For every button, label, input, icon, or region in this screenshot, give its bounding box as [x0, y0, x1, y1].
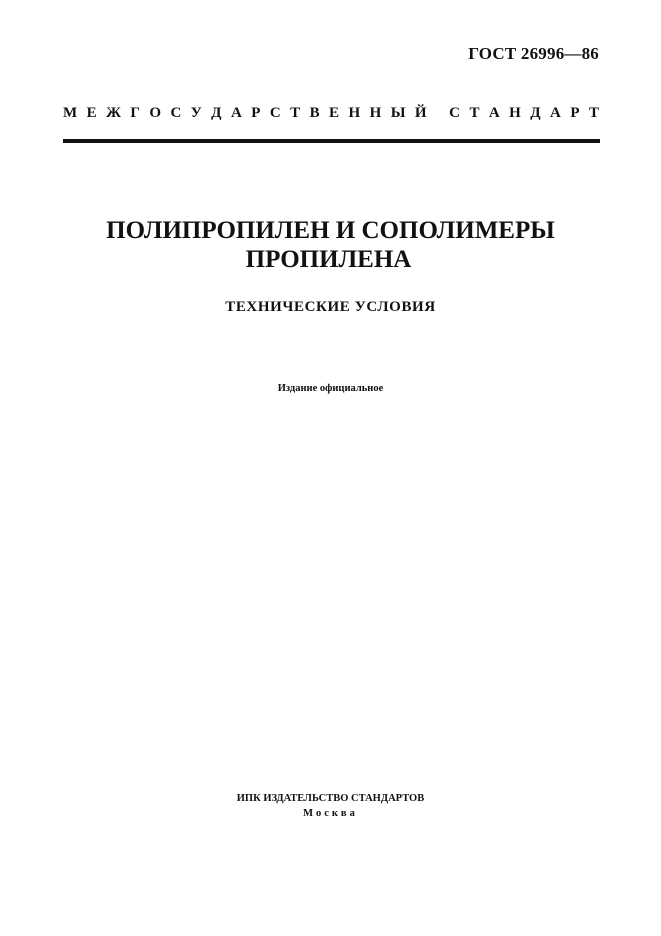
heading-letter: С [449, 105, 460, 121]
heading-letter: Т [290, 105, 301, 121]
heading-letter: А [550, 105, 561, 121]
standard-type-heading [63, 104, 599, 122]
heading-letter: Р [570, 105, 580, 121]
heading-letter: Т [588, 105, 599, 121]
heading-letter: Ы [390, 105, 406, 121]
heading-letter: Й [414, 105, 427, 121]
heading-letter: Д [211, 105, 222, 121]
heading-letter: М [63, 105, 78, 121]
heading-letter: Ж [106, 105, 121, 121]
header-rule [63, 139, 600, 143]
heading-letter: А [230, 105, 242, 121]
heading-letter: Н [369, 105, 382, 121]
heading-letter: У [190, 105, 202, 121]
document-number: ГОСТ 26996—86 [468, 44, 599, 63]
heading-letter: Д [530, 105, 541, 121]
publisher-name: ИПК ИЗДАТЕЛЬСТВО СТАНДАРТОВ [236, 793, 425, 804]
heading-letter: Н [348, 105, 361, 121]
heading-letter: С [269, 105, 281, 121]
title-line-2: ПРОПИЛЕНА [245, 246, 412, 273]
heading-letter: С [170, 105, 182, 121]
heading-letter: А [488, 105, 500, 121]
heading-letter: Н [509, 105, 521, 121]
document-title [0, 216, 661, 274]
publisher-city: Москва [303, 808, 358, 819]
heading-letter: Р [251, 105, 261, 121]
heading-word-gap [436, 104, 440, 122]
heading-letter: Е [329, 105, 340, 121]
title-line-1: ПОЛИПРОПИЛЕН И СОПОЛИМЕРЫ [106, 217, 555, 244]
heading-letter: Е [86, 105, 97, 121]
document-subtitle: ТЕХНИЧЕСКИЕ УСЛОВИЯ [225, 299, 436, 315]
heading-letter: Г [130, 105, 140, 121]
edition-note: Издание официальное [277, 383, 384, 394]
heading-letter: Т [469, 105, 480, 121]
heading-letter: В [309, 105, 320, 121]
heading-letter: О [149, 105, 161, 121]
